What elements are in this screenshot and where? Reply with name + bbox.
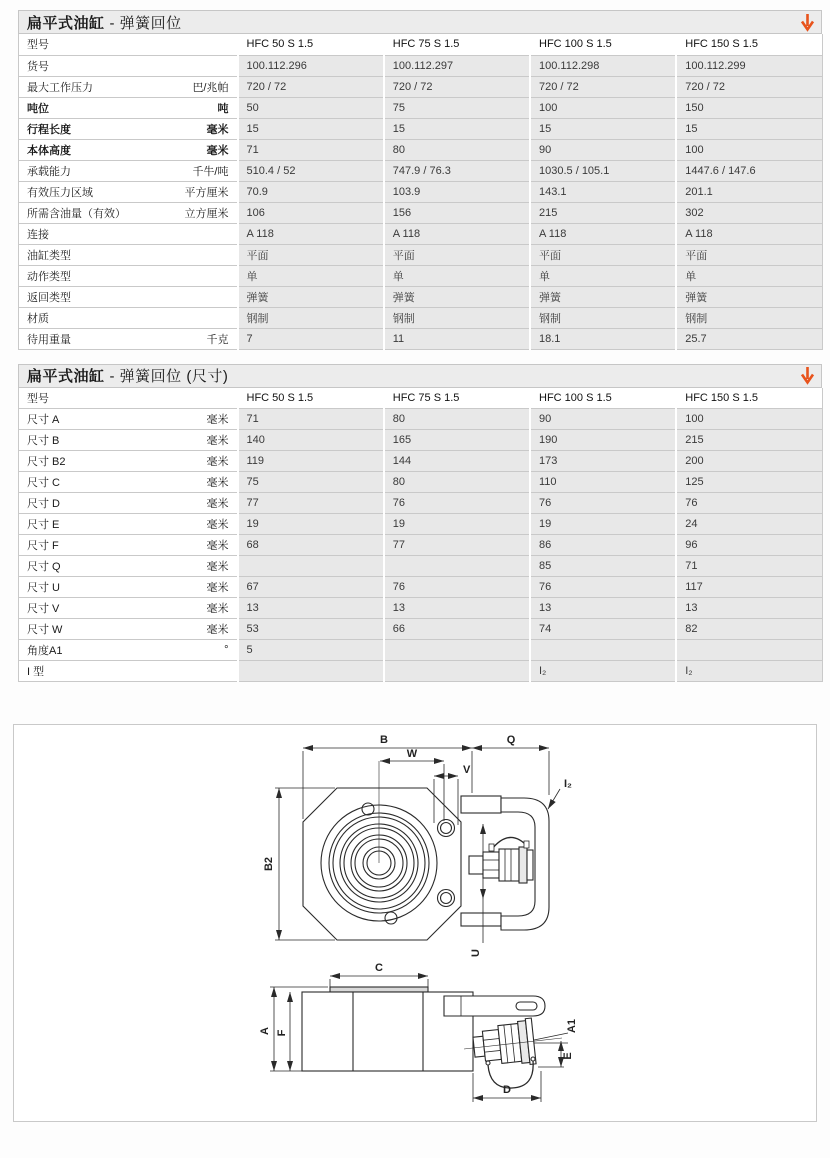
table-row bbox=[19, 661, 823, 682]
dim-label-e: E bbox=[562, 1052, 574, 1060]
dim-label-a1: A1 bbox=[566, 1018, 578, 1034]
model-name: HFC 100 S 1.5 bbox=[530, 34, 676, 55]
table-title: 扁平式油缸 bbox=[27, 368, 105, 385]
table-title-bar bbox=[18, 10, 822, 34]
row-unit: 毫米 bbox=[206, 624, 229, 636]
value-cell: 77 bbox=[238, 493, 384, 514]
dim-label-w: W bbox=[406, 748, 418, 760]
dim-label-q: Q bbox=[506, 734, 516, 746]
value-cell: 单 bbox=[238, 265, 384, 286]
value-cell: 100.112.297 bbox=[384, 55, 530, 76]
technical-drawing-panel bbox=[13, 724, 817, 1122]
value-cell: 106 bbox=[238, 202, 384, 223]
table-row bbox=[19, 430, 823, 451]
row-label: 尺寸 B2 bbox=[27, 456, 66, 468]
row-label-cell bbox=[19, 619, 238, 640]
value-cell: 15 bbox=[676, 118, 822, 139]
row-label: 尺寸 F bbox=[27, 540, 59, 552]
table-row bbox=[19, 139, 823, 160]
model-name: HFC 50 S 1.5 bbox=[238, 388, 384, 409]
value-cell: 弹簧 bbox=[676, 286, 822, 307]
value-cell: 140 bbox=[238, 430, 384, 451]
value-cell: 74 bbox=[530, 619, 676, 640]
table-row bbox=[19, 640, 823, 661]
value-cell bbox=[238, 661, 384, 682]
row-label: 尺寸 U bbox=[27, 582, 60, 594]
dim-label-i2: I₂ bbox=[564, 778, 572, 790]
value-cell: 弹簧 bbox=[384, 286, 530, 307]
value-cell: 75 bbox=[384, 97, 530, 118]
value-cell: 7 bbox=[238, 328, 384, 349]
row-label: I 型 bbox=[27, 666, 45, 678]
value-cell: 1447.6 / 147.6 bbox=[676, 160, 822, 181]
download-arrow-icon[interactable] bbox=[800, 13, 815, 32]
table-row bbox=[19, 577, 823, 598]
row-label: 本体高度 bbox=[27, 144, 71, 157]
row-label: 尺寸 V bbox=[27, 603, 60, 615]
value-cell: A 118 bbox=[238, 223, 384, 244]
row-unit: 毫米 bbox=[206, 477, 229, 489]
value-cell: 150 bbox=[676, 97, 822, 118]
table-row bbox=[19, 244, 823, 265]
row-label-cell bbox=[19, 55, 238, 76]
row-label-cell bbox=[19, 244, 238, 265]
value-cell: 66 bbox=[384, 619, 530, 640]
dim-label-u: U bbox=[470, 949, 482, 957]
row-label: 尺寸 C bbox=[27, 477, 60, 489]
table-row bbox=[19, 181, 823, 202]
row-unit: 毫米 bbox=[206, 414, 229, 426]
row-unit: 毫米 bbox=[206, 144, 229, 157]
table-row bbox=[19, 55, 823, 76]
value-cell: 100 bbox=[530, 97, 676, 118]
value-cell: 钢制 bbox=[676, 307, 822, 328]
value-cell: 25.7 bbox=[676, 328, 822, 349]
value-cell: 720 / 72 bbox=[238, 76, 384, 97]
row-label: 连接 bbox=[27, 228, 49, 241]
row-label-cell bbox=[19, 160, 238, 181]
value-cell: 125 bbox=[676, 472, 822, 493]
table-row bbox=[19, 307, 823, 328]
row-unit: ° bbox=[224, 644, 229, 656]
value-cell: 720 / 72 bbox=[384, 76, 530, 97]
value-cell: 80 bbox=[384, 139, 530, 160]
row-label-cell bbox=[19, 535, 238, 556]
table-row bbox=[19, 160, 823, 181]
value-cell: 215 bbox=[676, 430, 822, 451]
value-cell: 90 bbox=[530, 409, 676, 430]
row-label-cell bbox=[19, 430, 238, 451]
value-cell: 平面 bbox=[530, 244, 676, 265]
table-row bbox=[19, 328, 823, 349]
value-cell: 67 bbox=[238, 577, 384, 598]
value-cell: 71 bbox=[238, 139, 384, 160]
value-cell bbox=[530, 640, 676, 661]
value-cell: 200 bbox=[676, 451, 822, 472]
row-label-cell bbox=[19, 181, 238, 202]
value-cell: 5 bbox=[238, 640, 384, 661]
model-header-row bbox=[19, 34, 823, 55]
value-cell: 13 bbox=[384, 598, 530, 619]
row-label-cell bbox=[19, 577, 238, 598]
value-cell: A 118 bbox=[530, 223, 676, 244]
value-cell: 103.9 bbox=[384, 181, 530, 202]
dimension-table-block bbox=[18, 364, 822, 683]
row-unit: 毫米 bbox=[206, 498, 229, 510]
row-unit: 毫米 bbox=[206, 435, 229, 447]
row-label: 所需含油量（有效） bbox=[27, 207, 126, 220]
row-unit: 毫米 bbox=[206, 540, 229, 552]
value-cell: 165 bbox=[384, 430, 530, 451]
value-cell: 单 bbox=[384, 265, 530, 286]
value-cell bbox=[384, 661, 530, 682]
value-cell: 平面 bbox=[676, 244, 822, 265]
value-cell: 82 bbox=[676, 619, 822, 640]
value-cell: 钢制 bbox=[530, 307, 676, 328]
row-label: 尺寸 W bbox=[27, 624, 63, 636]
value-cell: 720 / 72 bbox=[530, 76, 676, 97]
table-row bbox=[19, 118, 823, 139]
table-row bbox=[19, 598, 823, 619]
row-label: 尺寸 E bbox=[27, 519, 60, 531]
row-label: 有效压力区域 bbox=[27, 186, 93, 199]
value-cell bbox=[676, 640, 822, 661]
model-name: HFC 75 S 1.5 bbox=[384, 34, 530, 55]
row-unit: 毫米 bbox=[206, 603, 229, 615]
value-cell: 53 bbox=[238, 619, 384, 640]
row-label: 货号 bbox=[27, 60, 49, 73]
value-cell: 215 bbox=[530, 202, 676, 223]
row-unit: 毫米 bbox=[206, 561, 229, 573]
model-name: HFC 75 S 1.5 bbox=[384, 388, 530, 409]
row-label: 返回类型 bbox=[27, 291, 71, 304]
spec-table-block bbox=[18, 10, 822, 350]
value-cell: 弹簧 bbox=[530, 286, 676, 307]
row-label-cell bbox=[19, 556, 238, 577]
value-cell: 110 bbox=[530, 472, 676, 493]
row-label: 吨位 bbox=[27, 102, 49, 115]
dim-label-d: D bbox=[503, 1084, 511, 1096]
row-label-cell bbox=[19, 409, 238, 430]
value-cell: 117 bbox=[676, 577, 822, 598]
model-name: HFC 100 S 1.5 bbox=[530, 388, 676, 409]
table-row bbox=[19, 76, 823, 97]
row-unit: 千牛/吨 bbox=[192, 165, 229, 178]
model-name: HFC 150 S 1.5 bbox=[676, 34, 822, 55]
table-row bbox=[19, 556, 823, 577]
row-label-cell bbox=[19, 328, 238, 349]
value-cell: 50 bbox=[238, 97, 384, 118]
row-label-cell bbox=[19, 202, 238, 223]
value-cell bbox=[238, 556, 384, 577]
dim-label-f: F bbox=[276, 1029, 288, 1037]
row-label-cell bbox=[19, 139, 238, 160]
value-cell: 19 bbox=[238, 514, 384, 535]
row-unit: 毫米 bbox=[206, 582, 229, 594]
row-label-cell bbox=[19, 223, 238, 244]
table-row bbox=[19, 619, 823, 640]
spec-table bbox=[18, 34, 823, 350]
value-cell: 15 bbox=[384, 118, 530, 139]
value-cell: 143.1 bbox=[530, 181, 676, 202]
model-header-label: 型号 bbox=[19, 34, 238, 55]
value-cell: 1030.5 / 105.1 bbox=[530, 160, 676, 181]
value-cell: I₂ bbox=[676, 661, 822, 682]
table-subtitle: - 弹簧回位 (尺寸) bbox=[109, 368, 229, 385]
model-header-row bbox=[19, 388, 823, 409]
value-cell: 80 bbox=[384, 472, 530, 493]
table-row bbox=[19, 223, 823, 244]
value-cell: 100.112.296 bbox=[238, 55, 384, 76]
value-cell: 302 bbox=[676, 202, 822, 223]
value-cell: 76 bbox=[384, 493, 530, 514]
table-row bbox=[19, 265, 823, 286]
value-cell bbox=[384, 640, 530, 661]
table-row bbox=[19, 451, 823, 472]
value-cell: 201.1 bbox=[676, 181, 822, 202]
row-label-cell bbox=[19, 661, 238, 682]
value-cell: 弹簧 bbox=[238, 286, 384, 307]
row-label-cell bbox=[19, 472, 238, 493]
row-unit: 毫米 bbox=[206, 456, 229, 468]
row-label: 行程长度 bbox=[27, 123, 71, 136]
value-cell: A 118 bbox=[676, 223, 822, 244]
table-title: 扁平式油缸 bbox=[27, 14, 105, 32]
download-arrow-icon[interactable] bbox=[800, 366, 815, 385]
value-cell: 119 bbox=[238, 451, 384, 472]
value-cell: 13 bbox=[238, 598, 384, 619]
row-label-cell bbox=[19, 265, 238, 286]
value-cell: 96 bbox=[676, 535, 822, 556]
model-header-label: 型号 bbox=[19, 388, 238, 409]
row-label-cell bbox=[19, 451, 238, 472]
value-cell: 86 bbox=[530, 535, 676, 556]
table-title-bar bbox=[18, 364, 822, 388]
row-unit: 千克 bbox=[206, 333, 229, 346]
row-label: 尺寸 Q bbox=[27, 561, 61, 573]
value-cell: 75 bbox=[238, 472, 384, 493]
top-view-drawing bbox=[303, 761, 549, 940]
value-cell: 平面 bbox=[384, 244, 530, 265]
row-label-cell bbox=[19, 286, 238, 307]
value-cell bbox=[384, 556, 530, 577]
value-cell: 11 bbox=[384, 328, 530, 349]
table-row bbox=[19, 97, 823, 118]
dim-label-c: C bbox=[375, 962, 383, 974]
dim-label-a: A bbox=[259, 1027, 271, 1035]
value-cell: 747.9 / 76.3 bbox=[384, 160, 530, 181]
value-cell: 144 bbox=[384, 451, 530, 472]
value-cell: 70.9 bbox=[238, 181, 384, 202]
value-cell: 190 bbox=[530, 430, 676, 451]
value-cell: 平面 bbox=[238, 244, 384, 265]
dim-label-b2: B2 bbox=[263, 856, 275, 872]
value-cell: 76 bbox=[384, 577, 530, 598]
row-label: 油缸类型 bbox=[27, 249, 71, 262]
value-cell: 钢制 bbox=[384, 307, 530, 328]
table-row bbox=[19, 202, 823, 223]
table-row bbox=[19, 493, 823, 514]
table-row bbox=[19, 472, 823, 493]
value-cell: 钢制 bbox=[238, 307, 384, 328]
row-label-cell bbox=[19, 493, 238, 514]
row-unit: 平方厘米 bbox=[184, 186, 229, 199]
row-label: 尺寸 D bbox=[27, 498, 60, 510]
row-unit: 立方厘米 bbox=[184, 207, 229, 220]
value-cell: 90 bbox=[530, 139, 676, 160]
row-label-cell bbox=[19, 118, 238, 139]
value-cell: 71 bbox=[676, 556, 822, 577]
dimension-table bbox=[18, 388, 823, 683]
table-subtitle: - 弹簧回位 bbox=[109, 14, 182, 32]
value-cell: 173 bbox=[530, 451, 676, 472]
row-label-cell bbox=[19, 76, 238, 97]
row-label: 材质 bbox=[27, 312, 49, 325]
row-label-cell bbox=[19, 640, 238, 661]
value-cell: I₂ bbox=[530, 661, 676, 682]
row-unit: 毫米 bbox=[206, 123, 229, 136]
value-cell: 720 / 72 bbox=[676, 76, 822, 97]
model-name: HFC 50 S 1.5 bbox=[238, 34, 384, 55]
value-cell: 76 bbox=[530, 577, 676, 598]
value-cell: 100.112.298 bbox=[530, 55, 676, 76]
value-cell: 15 bbox=[238, 118, 384, 139]
value-cell: 13 bbox=[676, 598, 822, 619]
row-label: 待用重量 bbox=[27, 333, 71, 346]
row-label: 动作类型 bbox=[27, 270, 71, 283]
value-cell: 单 bbox=[530, 265, 676, 286]
row-label: 角度A1 bbox=[27, 645, 63, 657]
row-label-cell bbox=[19, 514, 238, 535]
row-label: 最大工作压力 bbox=[27, 81, 93, 94]
value-cell: 85 bbox=[530, 556, 676, 577]
row-unit: 巴/兆帕 bbox=[192, 81, 229, 94]
value-cell: A 118 bbox=[384, 223, 530, 244]
value-cell: 100 bbox=[676, 139, 822, 160]
value-cell: 13 bbox=[530, 598, 676, 619]
dim-label-v: V bbox=[463, 764, 471, 776]
value-cell: 68 bbox=[238, 535, 384, 556]
row-label: 尺寸 A bbox=[27, 414, 60, 426]
value-cell: 71 bbox=[238, 409, 384, 430]
value-cell: 100 bbox=[676, 409, 822, 430]
dim-label-b: B bbox=[380, 734, 388, 746]
table-row bbox=[19, 286, 823, 307]
value-cell: 80 bbox=[384, 409, 530, 430]
row-unit: 毫米 bbox=[206, 519, 229, 531]
value-cell: 单 bbox=[676, 265, 822, 286]
value-cell: 15 bbox=[530, 118, 676, 139]
table-row bbox=[19, 514, 823, 535]
value-cell: 77 bbox=[384, 535, 530, 556]
table-row bbox=[19, 409, 823, 430]
value-cell: 19 bbox=[530, 514, 676, 535]
row-label-cell bbox=[19, 97, 238, 118]
value-cell: 18.1 bbox=[530, 328, 676, 349]
row-label: 尺寸 B bbox=[27, 435, 60, 447]
row-unit: 吨 bbox=[217, 102, 229, 115]
side-view-drawing bbox=[302, 987, 562, 1088]
model-name: HFC 150 S 1.5 bbox=[676, 388, 822, 409]
value-cell: 510.4 / 52 bbox=[238, 160, 384, 181]
row-label-cell bbox=[19, 307, 238, 328]
cylinder-technical-drawing bbox=[14, 725, 818, 1123]
row-label: 承载能力 bbox=[27, 165, 71, 178]
value-cell: 76 bbox=[530, 493, 676, 514]
row-label-cell bbox=[19, 598, 238, 619]
value-cell: 156 bbox=[384, 202, 530, 223]
value-cell: 24 bbox=[676, 514, 822, 535]
value-cell: 76 bbox=[676, 493, 822, 514]
value-cell: 19 bbox=[384, 514, 530, 535]
table-row bbox=[19, 535, 823, 556]
value-cell: 100.112.299 bbox=[676, 55, 822, 76]
